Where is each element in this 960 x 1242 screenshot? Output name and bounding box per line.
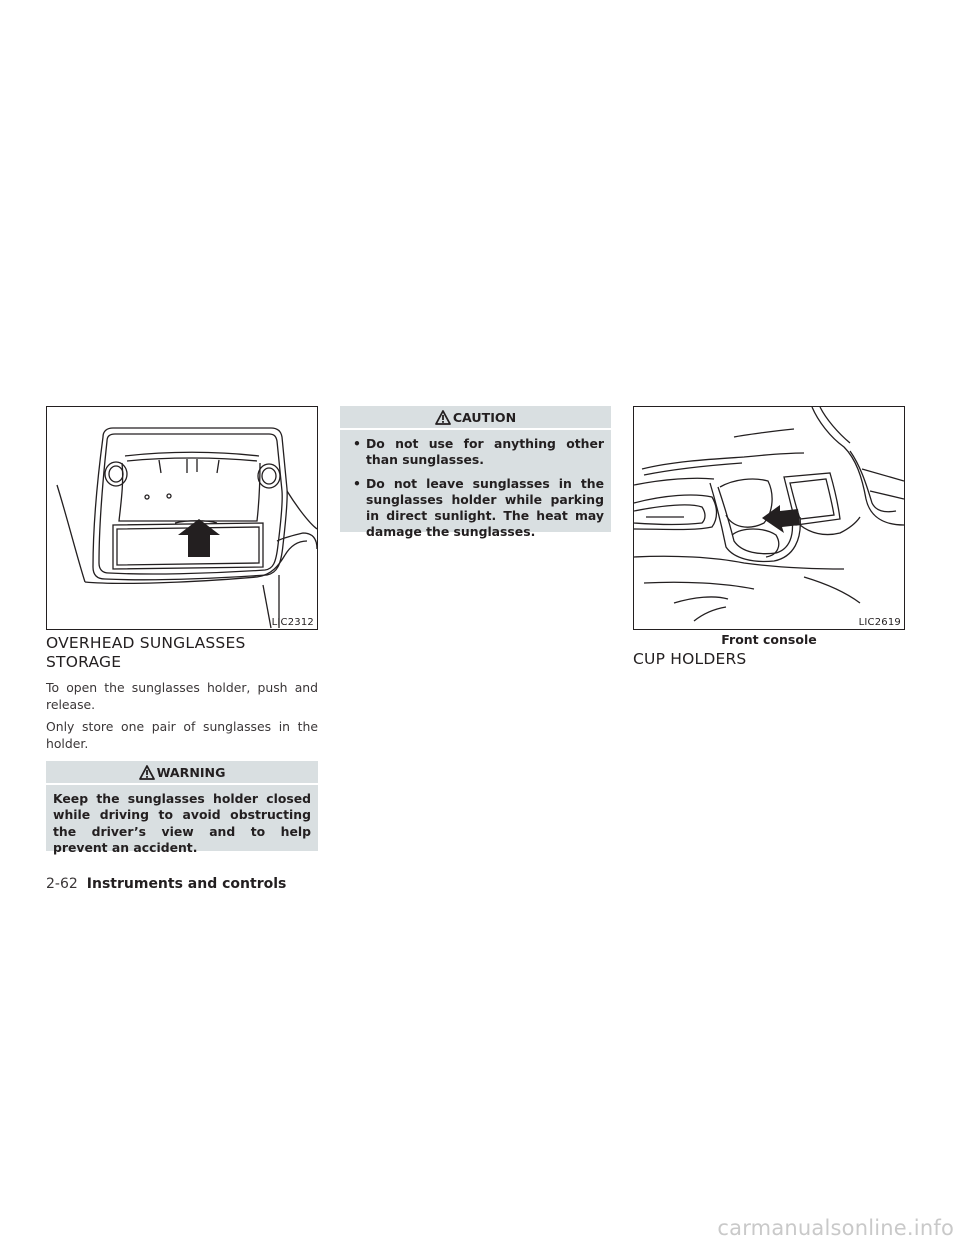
caution-item: • Do not leave sunglasses in the sunglasses holder while parking in direct sunlight. The heat may damage the sunglasses. xyxy=(347,476,604,541)
page-number: 2-62 xyxy=(46,876,78,892)
front-console-figure xyxy=(633,406,905,630)
warning-triangle-icon xyxy=(139,765,155,780)
caution-header xyxy=(340,406,611,428)
heading-line-1: OVERHEAD SUNGLASSES xyxy=(46,634,246,652)
page-footer xyxy=(46,876,286,892)
section-heading-cup-holders: CUP HOLDERS xyxy=(633,650,747,668)
warning-box xyxy=(46,761,318,855)
footer-section-title: Instruments and controls xyxy=(86,876,287,892)
figure-caption: Front console xyxy=(721,632,817,647)
caution-triangle-icon xyxy=(435,410,451,425)
sunglasses-holder-illustration xyxy=(47,407,317,629)
warning-header xyxy=(46,761,318,783)
sunglasses-holder-figure xyxy=(46,406,318,630)
figure-code: LIC2619 xyxy=(858,617,901,628)
paragraph-store-one-pair: Only store one pair of sunglasses in the holder. xyxy=(46,719,318,751)
front-console-illustration xyxy=(634,407,904,629)
warning-text: Keep the sunglasses holder closed while driving to avoid obstructing the driver’s view and to help prevent an accident. xyxy=(53,791,311,855)
section-heading-sunglasses xyxy=(46,634,318,672)
heading-line-2: STORAGE xyxy=(46,653,122,671)
figure-code: LIC2312 xyxy=(271,617,314,628)
watermark: carmanualsonline.info xyxy=(717,1216,954,1240)
paragraph-open-holder: To open the sunglasses holder, push and release. xyxy=(46,680,318,712)
caution-list xyxy=(347,436,604,541)
caution-item: • Do not use for anything other than sunglasses. xyxy=(347,436,604,469)
caution-box xyxy=(340,406,611,540)
warning-title: WARNING xyxy=(156,764,226,780)
caution-title: CAUTION xyxy=(452,409,517,425)
caution-body xyxy=(340,430,611,555)
